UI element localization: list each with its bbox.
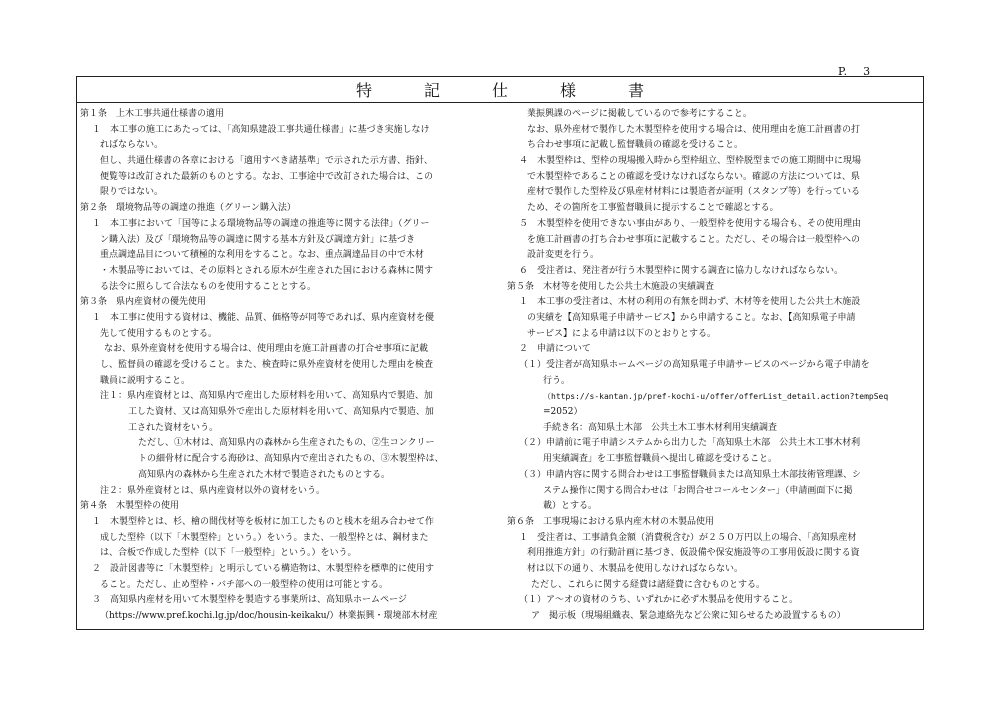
text-line: （２）申請前に電子申請システムから出力した「高知県土木部 公共土木工事木材利 <box>519 438 861 449</box>
article-heading: 第４条 木製型枠の使用 <box>80 501 180 512</box>
text-line: ち合わせ事項に記載し監督職員の確認を受けること。 <box>527 140 744 151</box>
text-line: 成した型枠（以下「木製型枠」という。）をいう。また、一般型枠とは、鋼材また <box>100 532 429 543</box>
text-line: 職員に説明すること。 <box>100 375 191 386</box>
text-line: ため、その箇所を工事監督職員に提示することで確認とする。 <box>527 203 779 214</box>
text-line: １ 受注者は、工事請負金額（消費税含む）が２５０万円以上の場合、「高知県産材 <box>519 532 857 543</box>
text-line: １ 本工事の施工にあたっては、「高知県建設工事共通仕様書」に基づき実施しなけ <box>92 124 430 135</box>
text-line: （１）受注者が高知県ホームページの高知県電子申請サービスのページから電子申請を <box>519 360 870 370</box>
text-line: なお、県外産材で製作した木製型枠を使用する場合は、使用理由を施工計画書の打 <box>527 124 861 135</box>
text-line: 便覧等は改訂された最新のものとする。なお、工事途中で改訂された場合は、この <box>100 171 434 182</box>
text-line: 注２：県外産資材とは、県内産資材以外の資材をいう。 <box>100 485 326 496</box>
text-line: （https://www.pref.kochi.lg.jp/doc/housin-keikaku/）林業振興・環境部木材産 <box>100 611 438 621</box>
text-line: ア 掲示板（現場組織表、緊急連絡先など公衆に知らせるため設置するもの） <box>531 611 846 621</box>
text-line: の実績を【高知県電子申請サービス】から申請すること。なお、【高知県電子申請 <box>527 312 856 323</box>
text-line: トの細骨材に配合する海砂は、高知県内で産出されたもの、③木製型枠は、 <box>138 454 444 465</box>
text-line: 載）とする。 <box>543 501 598 512</box>
text-line: １ 本工事の受注者は、木材の利用の有無を問わず、木材等を使用した公共土木施設 <box>519 297 861 308</box>
text-line: （https://s-kantan.jp/pref-kochi-u/offer/offerList_detail.action?tempSeq <box>543 392 889 402</box>
text-line: （１）ア～オの資材のうち、いずれかに必ず木製品を使用すること。 <box>519 595 799 606</box>
article-heading: 第３条 県内産資材の優先使用 <box>80 297 207 308</box>
text-line: （３）申請内容に関する問合わせは工事監督職員または高知県土木部技術管理課、シ <box>519 469 862 480</box>
text-line: る法令に照らして合法なものを使用することとする。 <box>100 281 317 292</box>
text-line: を施工計画書の打ち合わせ事項に記載すること。ただし、その場合は一般型枠への <box>527 234 861 245</box>
text-line: 限りではない。 <box>100 187 164 198</box>
text-line: 行う。 <box>543 375 571 386</box>
text-line: １ 本工事において「国等による環境物品等の調達の推進等に関する法律」（グリー <box>92 218 430 229</box>
text-line: 手続き名：高知県土木部 公共土木工事木材利用実績調査 <box>543 422 778 433</box>
text-line: ２ 申請について <box>519 344 591 355</box>
text-line: ステム操作に関する問合わせは「お問合せコールセンター」（申請画面下に掲 <box>543 485 853 496</box>
title-box <box>76 76 924 102</box>
text-line: １ 本工事に使用する資材は、機能、品質、価格等が同等であれば、県内産資材を優 <box>92 312 435 323</box>
text-line: 注１：県内産資材とは、高知県内で産出した原材料を用いて、高知県内で製造、加 <box>100 391 433 402</box>
text-line: 重点調達品目について積極的な利用をすること。なお、重点調達品目の中で木材 <box>100 250 424 261</box>
right-column <box>507 107 921 625</box>
text-line: 但し、共通仕様書の各章における「適用すべき諸基準」で示された示方書、指針、 <box>100 156 433 167</box>
text-line: ・木製品等においては、その原料とされる原木が生産された国における森林に関す <box>100 265 434 276</box>
text-line: で木製型枠であることの確認を受けなければならない。確認の方法については、県 <box>527 171 860 182</box>
text-line: ６ 受注者は、発注者が行う木製型枠に関する調査に協力しなければならない。 <box>519 265 844 276</box>
text-line: 産材で製作した型枠及び県産材材料には製造者が証明（スタンプ等）を行っている <box>527 187 861 198</box>
document-title: 特 記 仕 様 書 <box>355 81 662 100</box>
text-line: 工された資材をいう。 <box>128 422 219 433</box>
text-line: ５ 木製型枠を使用できない事由があり、一般型枠を使用する場合も、その使用理由 <box>519 218 862 229</box>
text-line: 設計変更を行う。 <box>527 250 600 261</box>
article-heading: 第６条 工事現場における県内産木材の木製品使用 <box>507 516 715 527</box>
text-line: 工した資材、又は高知県外で産出した原材料を用いて、高知県内で製造、加 <box>128 407 434 418</box>
text-line: ること。ただし、止め型枠・バチ部への一般型枠の使用は可能とする。 <box>100 579 389 590</box>
text-line: 用実績調査」を工事監督職員へ提出し確認を受けること。 <box>543 454 778 465</box>
text-line: 先して使用するものとする。 <box>100 328 218 339</box>
text-line: ン購入法）及び「環境物品等の調達に関する基本方針及び調達方針」に基づき <box>100 234 416 245</box>
text-line: ればならない。 <box>100 140 164 151</box>
article-heading: 第２条 環境物品等の調達の推進（グリーン購入法） <box>80 203 296 214</box>
text-line: ２ 設計図書等に「木製型枠」と明示している構造物は、木製型枠を標準的に使用す <box>92 563 435 574</box>
text-line: なお、県外産資材を使用する場合は、使用理由を施工計画書の打合せ事項に記載 <box>104 344 429 355</box>
article-heading: 第５条 木材等を使用した公共土木施設の実績調査 <box>507 281 715 292</box>
page-number: P. 3 <box>838 65 871 78</box>
text-line: サービス】による申請は以下のとおりとする。 <box>527 328 717 339</box>
specification-body <box>76 102 924 630</box>
text-line: ３ 高知県内産材を用いて木製型枠を製造する事業所は、高知県ホームページ <box>92 595 407 606</box>
left-column <box>80 107 500 625</box>
text-line: 利用推進方針」の行動計画に基づき、仮設備や保安施設等の工事用仮設に関する資 <box>527 548 860 559</box>
text-line: =2052） <box>543 407 583 418</box>
text-line: し、監督員の確認を受けること。また、検査時に県外産資材を使用した理由を検査 <box>100 360 434 370</box>
text-line: ただし、①木材は、高知県内の森林から生産されたもの、②生コンクリー <box>138 438 435 449</box>
text-line: １ 木製型枠とは、杉、檜の間伐材等を板材に加工したものと桟木を組み合わせて作 <box>92 516 435 527</box>
text-line: 材は以下の通り、木製品を使用しなければならない。 <box>527 563 744 574</box>
text-line: 高知県内の森林から生産された木材で製造されたものとする。 <box>138 469 391 480</box>
article-heading: 第１条 上木工事共通仕様書の適用 <box>80 109 225 119</box>
text-line: は、合板で作成した型枠（以下「一般型枠」という。）をいう。 <box>100 548 357 559</box>
text-line: ４ 木製型枠は、型枠の現場搬入時から型枠組立、型枠脱型までの施工期間中に現場 <box>519 156 862 167</box>
text-line: 業振興課のページに掲載しているので参考にすること。 <box>527 109 752 119</box>
text-line: ただし、これらに関する経費は諸経費に含むものとする。 <box>531 579 766 590</box>
